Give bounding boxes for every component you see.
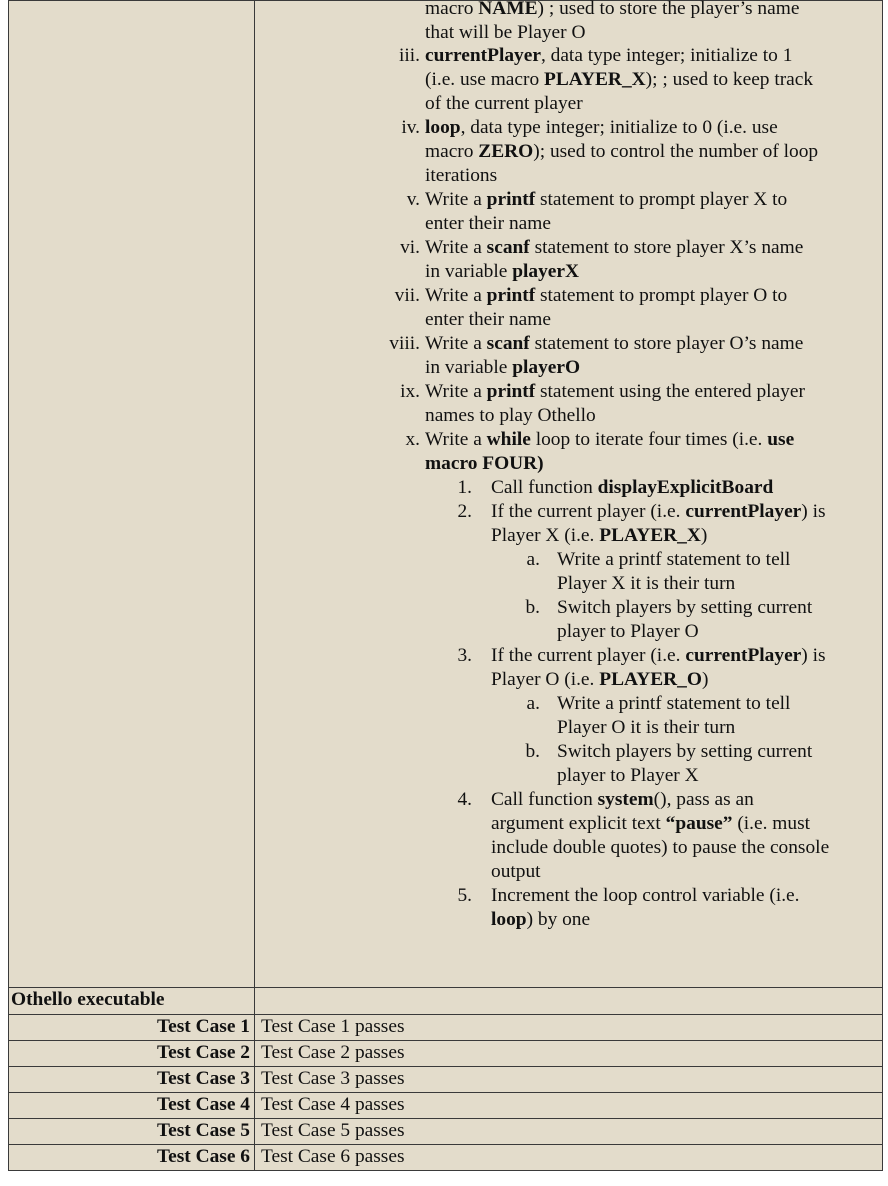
step-line: in variable playerX	[425, 261, 580, 282]
step-line: If the current player (i.e. currentPlayer) is	[491, 645, 826, 666]
step-number: vi.	[400, 237, 420, 258]
test-case-label: Test Case 4	[9, 1092, 255, 1118]
step-line: player to Player O	[557, 621, 699, 642]
instructions-cell	[255, 1, 883, 988]
step-line: Switch players by setting current	[557, 741, 813, 762]
step-line: Player O it is their turn	[557, 717, 736, 738]
step-line: loop) by one	[491, 909, 591, 930]
step-line: Write a printf statement to prompt player O to	[425, 285, 788, 306]
step-line: enter their name	[425, 309, 551, 330]
test-case-row	[9, 1040, 883, 1066]
step-number: 2.	[457, 501, 472, 522]
test-case-row	[9, 1014, 883, 1040]
test-case-label: Test Case 5	[9, 1118, 255, 1144]
step-line: names to play Othello	[425, 405, 596, 426]
step-line: Player X it is their turn	[557, 573, 736, 594]
step-number: a.	[526, 549, 540, 570]
test-case-result: Test Case 1 passes	[255, 1014, 883, 1040]
step-line: Write a while loop to iterate four times (i.e. use	[425, 429, 795, 450]
test-case-row	[9, 1092, 883, 1118]
test-case-result: Test Case 4 passes	[255, 1092, 883, 1118]
step-number: ix.	[400, 381, 420, 402]
step-line: that will be Player O	[425, 22, 586, 43]
step-number: iii.	[398, 45, 420, 66]
step-line: If the current player (i.e. currentPlayer) is	[491, 501, 826, 522]
step-line: Write a printf statement to tell	[557, 549, 791, 570]
requirements-table	[8, 0, 883, 1171]
step-number: viii.	[389, 333, 420, 354]
instructions-row	[9, 1, 883, 988]
step-line: currentPlayer, data type integer; initialize to 1	[425, 45, 793, 66]
step-line: Write a printf statement to tell	[557, 693, 791, 714]
test-case-label: Test Case 1	[9, 1014, 255, 1040]
step-line: iterations	[425, 165, 498, 186]
step-line: Increment the loop control variable (i.e.	[491, 885, 800, 906]
test-case-result: Test Case 3 passes	[255, 1066, 883, 1092]
step-line: Call function displayExplicitBoard	[491, 477, 774, 498]
test-case-result: Test Case 5 passes	[255, 1118, 883, 1144]
section-label: Othello executable	[9, 987, 255, 1014]
step-line: output	[491, 861, 541, 882]
section-header-row	[9, 987, 883, 1014]
step-line: argument explicit text “pause” (i.e. must	[491, 813, 811, 834]
test-case-row	[9, 1118, 883, 1144]
step-number: v.	[406, 189, 420, 210]
test-case-label: Test Case 6	[9, 1144, 255, 1170]
test-case-result: Test Case 6 passes	[255, 1144, 883, 1170]
step-line: enter their name	[425, 213, 551, 234]
step-number: iv.	[401, 117, 420, 138]
empty-label-cell	[9, 1, 255, 988]
step-line: include double quotes) to pause the console	[491, 837, 830, 858]
step-number: vii.	[394, 285, 420, 306]
step-line: Call function system(), pass as an	[491, 789, 754, 810]
step-number: 4.	[457, 789, 472, 810]
step-number: b.	[525, 597, 540, 618]
step-line: (i.e. use macro PLAYER_X); ; used to keep track	[425, 69, 814, 90]
test-case-label: Test Case 3	[9, 1066, 255, 1092]
step-line: player to Player X	[557, 765, 699, 786]
step-line: macro ZERO); used to control the number of loop	[425, 141, 819, 162]
step-number: 3.	[457, 645, 472, 666]
step-line: Switch players by setting current	[557, 597, 813, 618]
step-number: 1.	[457, 477, 472, 498]
step-line: Player X (i.e. PLAYER_X)	[491, 525, 708, 546]
step-number: a.	[526, 693, 540, 714]
section-empty-cell	[255, 987, 883, 1014]
test-case-result: Test Case 2 passes	[255, 1040, 883, 1066]
step-number: b.	[525, 741, 540, 762]
step-line: Player O (i.e. PLAYER_O)	[491, 669, 709, 690]
step-line: of the current player	[425, 93, 583, 114]
step-number: x.	[405, 429, 420, 450]
step-number: 5.	[457, 885, 472, 906]
step-line: macro NAME) ; used to store the player’s name	[425, 0, 800, 19]
step-line: Write a scanf statement to store player O’s name	[425, 333, 804, 354]
test-case-row	[9, 1066, 883, 1092]
step-line: Write a scanf statement to store player X’s name	[425, 237, 804, 258]
step-line: loop, data type integer; initialize to 0 (i.e. use	[425, 117, 778, 138]
step-line: Write a printf statement to prompt player X to	[425, 189, 788, 210]
step-line: macro FOUR)	[425, 453, 544, 474]
test-case-row	[9, 1144, 883, 1170]
test-case-label: Test Case 2	[9, 1040, 255, 1066]
step-line: in variable playerO	[425, 357, 581, 378]
step-line: Write a printf statement using the entered player	[425, 381, 805, 402]
